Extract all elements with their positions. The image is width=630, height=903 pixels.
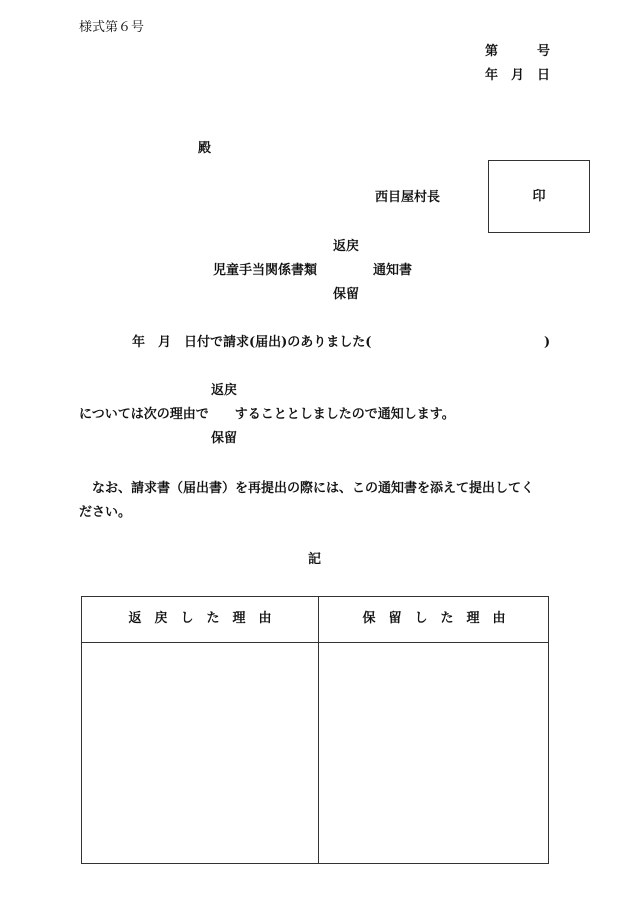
- date-request-line: 年 月 日付で請求(届出)のありました(: [132, 335, 372, 350]
- addressee-honorific: 殿: [198, 141, 212, 156]
- subject-option-hold: 保留: [333, 287, 360, 302]
- header-hold-reason: 保 留 し た 理 由: [362, 611, 506, 626]
- body-option-return: 返戻: [211, 383, 238, 398]
- ki-heading: 記: [308, 552, 322, 567]
- form-number: 様式第６号: [79, 20, 145, 35]
- reason-line: については次の理由で することとしましたので通知します。: [79, 407, 455, 422]
- seal-box: [488, 160, 590, 233]
- date-request-close-paren: ): [544, 335, 551, 350]
- subject-option-return: 返戻: [333, 239, 360, 254]
- header-return-reason: 返 戻 し た 理 由: [128, 611, 272, 626]
- document-number: 第 号: [485, 44, 551, 59]
- issuer-name: 西目屋村長: [375, 190, 441, 205]
- seal-label: 印: [532, 189, 546, 204]
- document-date: 年 月 日: [485, 68, 551, 83]
- note-line-1: なお、請求書（届出書）を再提出の際には、この通知書を添えて提出してく: [92, 481, 535, 496]
- note-line-2: ださい。: [79, 505, 132, 520]
- reasons-table: [81, 596, 549, 864]
- cell-return-reason[interactable]: [82, 643, 318, 863]
- cell-hold-reason[interactable]: [319, 643, 548, 863]
- body-option-hold: 保留: [211, 431, 238, 446]
- subject-notice: 通知書: [373, 263, 413, 278]
- subject-documents: 児童手当関係書類: [213, 263, 318, 278]
